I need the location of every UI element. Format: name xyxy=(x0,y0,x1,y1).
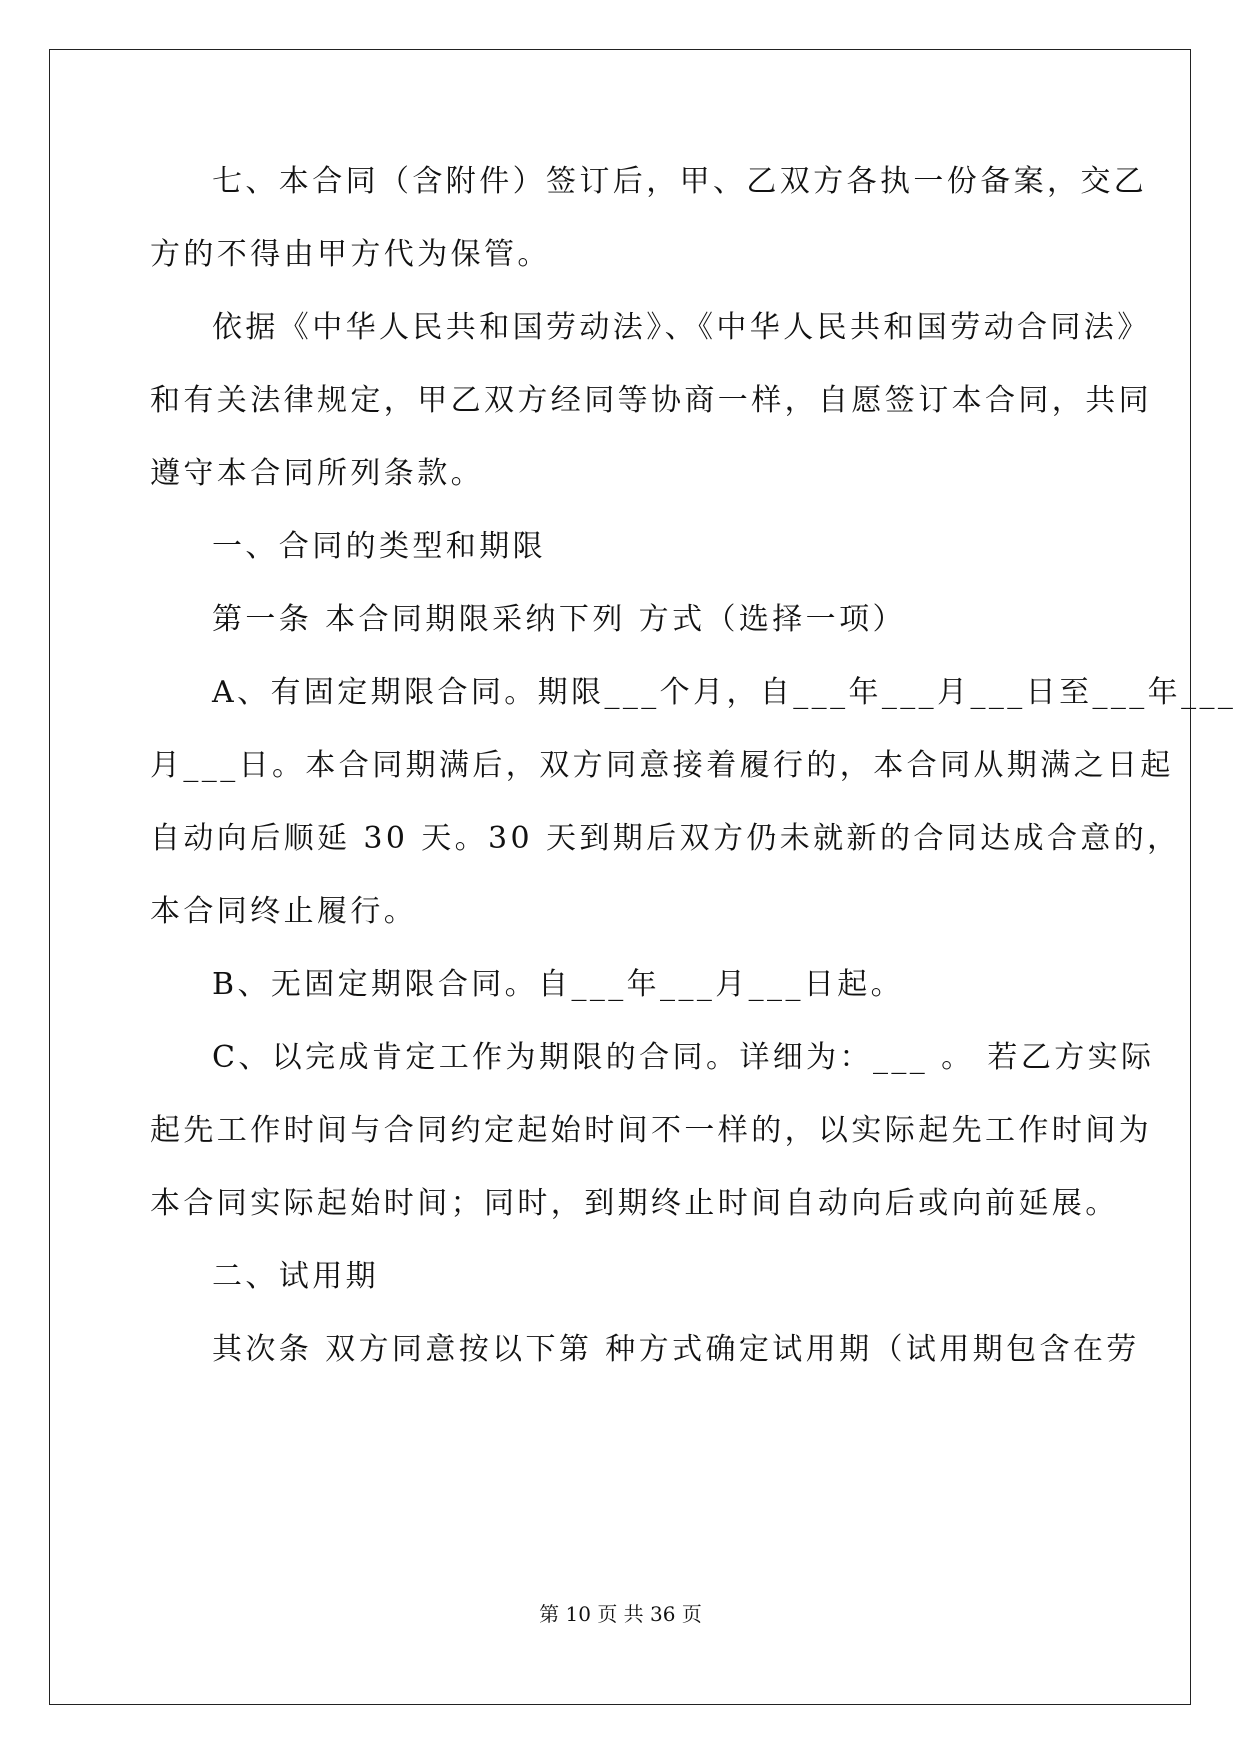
section-heading: 一、合同的类型和期限 xyxy=(212,529,546,564)
article-heading: 第一条 本合同期限采纳下列 方式（选择一项） xyxy=(212,602,906,637)
paragraph-line: 月___日。本合同期满后，双方同意接着履行的，本合同从期满之日起 xyxy=(150,748,1174,783)
paragraph-line: 自动向后顺延 30 天。30 天到期后双方仍未就新的合同达成合意的， xyxy=(150,821,1181,856)
paragraph-line: 七、本合同（含附件）签订后，甲、乙双方各执一份备案，交乙 xyxy=(212,164,1148,199)
paragraph-line: 本合同终止履行。 xyxy=(150,894,418,929)
page-footer: 第 10 页 共 36 页 xyxy=(539,1602,702,1626)
paragraph-line: 起先工作时间与合同约定起始时间不一样的，以实际起先工作时间为 xyxy=(150,1113,1152,1148)
section-heading: 二、试用期 xyxy=(212,1259,379,1294)
paragraph-line: B、无固定期限合同。自___年___月___日起。 xyxy=(212,967,905,1002)
paragraph-line: 本合同实际起始时间；同时，到期终止时间自动向后或向前延展。 xyxy=(150,1186,1119,1221)
paragraph-line: C、以完成肯定工作为期限的合同。详细为：___ 。 若乙方实际 xyxy=(212,1040,1155,1075)
paragraph-line: 和有关法律规定，甲乙双方经同等协商一样，自愿签订本合同，共同 xyxy=(150,383,1152,418)
page-border xyxy=(49,49,1237,1705)
paragraph-line: 其次条 双方同意按以下第 种方式确定试用期（试用期包含在劳 xyxy=(212,1332,1140,1367)
paragraph-line: A、有固定期限合同。期限___个月，自___年___月___日至___年___ xyxy=(212,675,1237,710)
paragraph-line: 依据《中华人民共和国劳动法》、《中华人民共和国劳动合同法》 xyxy=(212,310,1151,345)
paragraph-line: 方的不得由甲方代为保管。 xyxy=(150,237,551,272)
paragraph-line: 遵守本合同所列条款。 xyxy=(150,456,484,491)
